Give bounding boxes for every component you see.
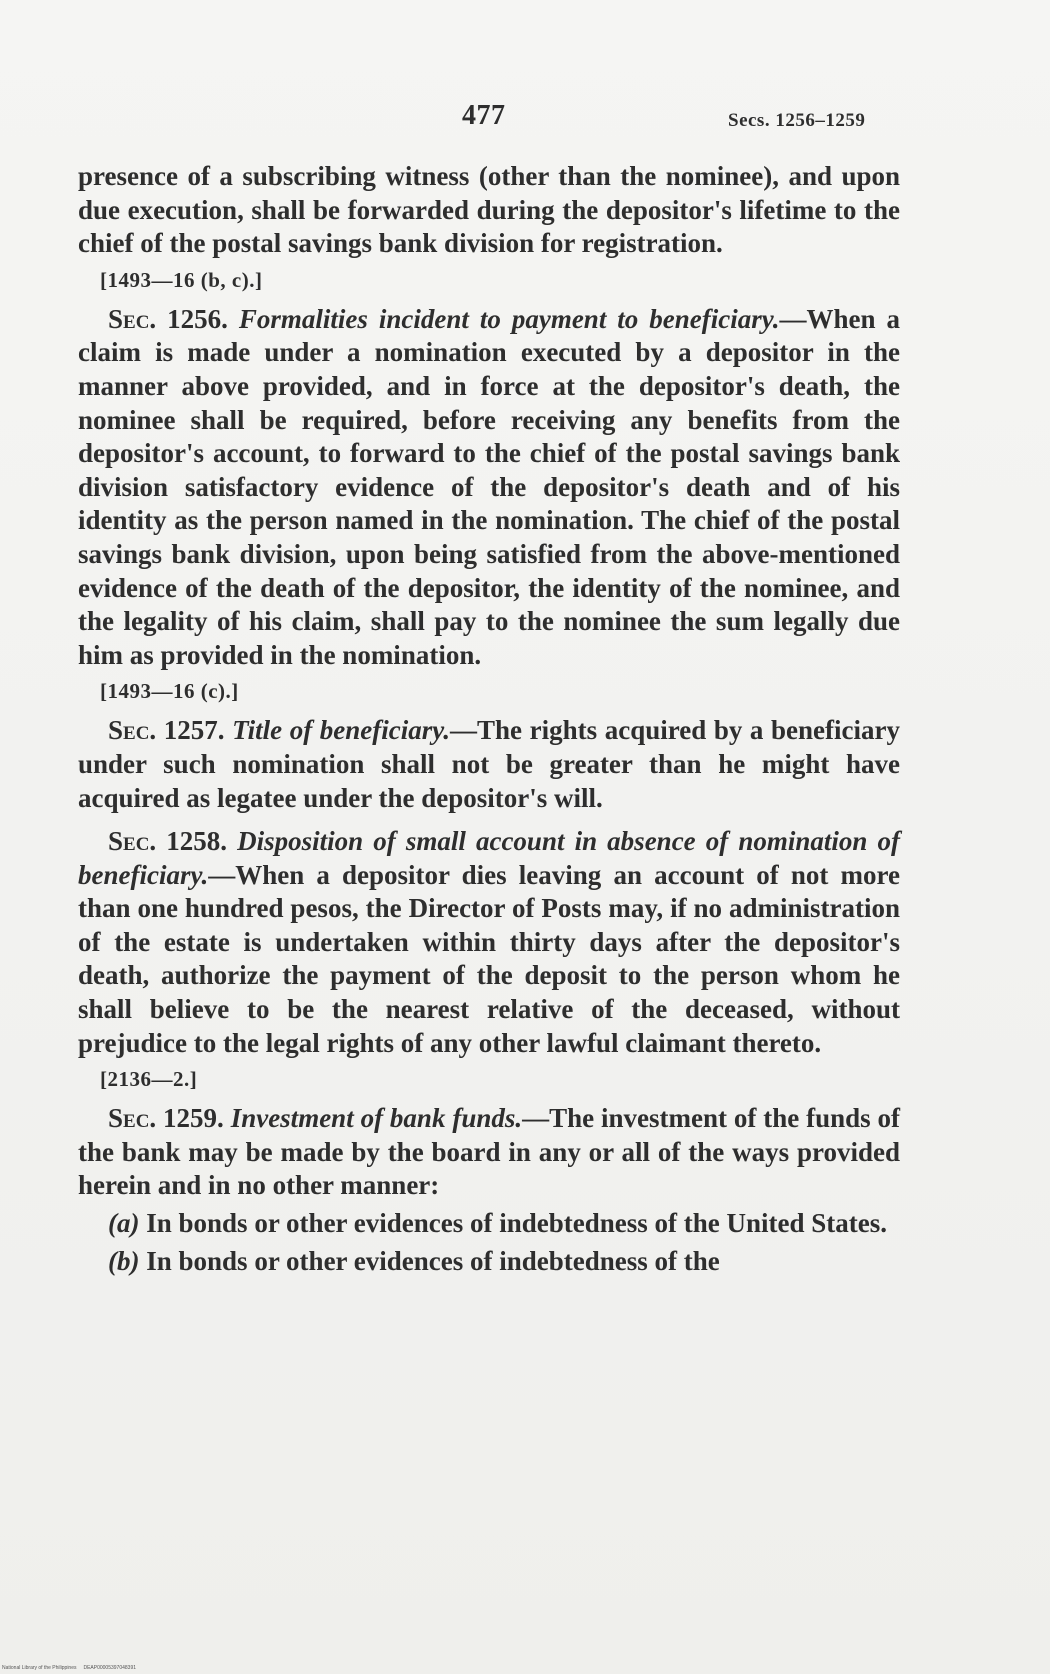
sections-range: Secs. 1256–1259 [728, 110, 866, 131]
item-text: In bonds or other evidences of indebtedness of the United States. [139, 1208, 888, 1239]
item-text: In bonds or other evidences of indebtedness of the [139, 1245, 720, 1276]
section-1256 [78, 303, 900, 673]
item-b [78, 1245, 900, 1279]
item-a [78, 1207, 900, 1241]
section-title: Disposition of small account in absence of nomination of beneficiary. [78, 826, 900, 890]
section-text: —The rights acquired by a beneficiary under such nomination shall not be greater than he might have acquired as legatee under the depositor's will. [78, 715, 900, 813]
scan-footer [2, 1665, 136, 1671]
section-number: Sec. 1256. [108, 303, 228, 334]
section-number: Sec. 1257. [108, 715, 225, 746]
section-text: —When a depositor dies leaving an account of not more than one hundred pesos, the Director of Posts may, if no administration of the estate is undertaken within thirty days after the depositor's death, authorize the payment of the deposit to the person whom he shall believe to be the nearest relative of the deceased, without prejudice to the legal rights of any other lawful claimant thereto. [78, 859, 900, 1058]
section-text: —The investment of the funds of the bank may be made by the board in any or all of the ways provided herein and in no other manner: [78, 1103, 901, 1201]
section-1258 [78, 825, 900, 1060]
item-label: (b) [108, 1245, 140, 1276]
page-number: 477 [462, 100, 506, 131]
citation: [2136—2.] [100, 1067, 198, 1092]
section-number: Sec. 1259. [108, 1103, 224, 1134]
section-text: —When a claim is made under a nomination executed by a depositor in the manner above provided, and in force at the depositor's death, the nominee shall be required, before receiving any benefits from the depositor's account, to forward to the chief of the postal savings bank division satisfactory evidence of the depositor's death and of his identity as the person named in the nomination. The chief of the postal savings bank division, upon being satisfied from the above-mentioned evidence of the death of the depositor, the identity of the nominee, and the legality of his claim, shall pay to the nominee the sum legally due him as provided in the nomination. [78, 303, 900, 670]
page-body [78, 160, 900, 1282]
section-title: Title of beneficiary. [232, 715, 450, 746]
section-title: Formalities incident to payment to beneficiary. [238, 303, 780, 334]
footer-source: National Library of the Philippines [2, 1665, 77, 1671]
continuation-paragraph: presence of a subscribing witness (other than the nominee), and upon due execution, shall be forwarded during the depositor's lifetime to the chief of the postal savings bank division for registration. [78, 161, 900, 259]
citation: [1493—16 (b, c).] [100, 267, 263, 292]
item-label: (a) [108, 1208, 140, 1239]
section-number: Sec. 1258. [108, 826, 228, 857]
section-1259 [78, 1102, 900, 1203]
section-title: Investment of bank funds. [230, 1103, 523, 1134]
citation: [1493—16 (c).] [100, 679, 239, 704]
footer-identifier: DEAP00005397048391 [83, 1665, 136, 1671]
section-1257 [78, 714, 900, 815]
